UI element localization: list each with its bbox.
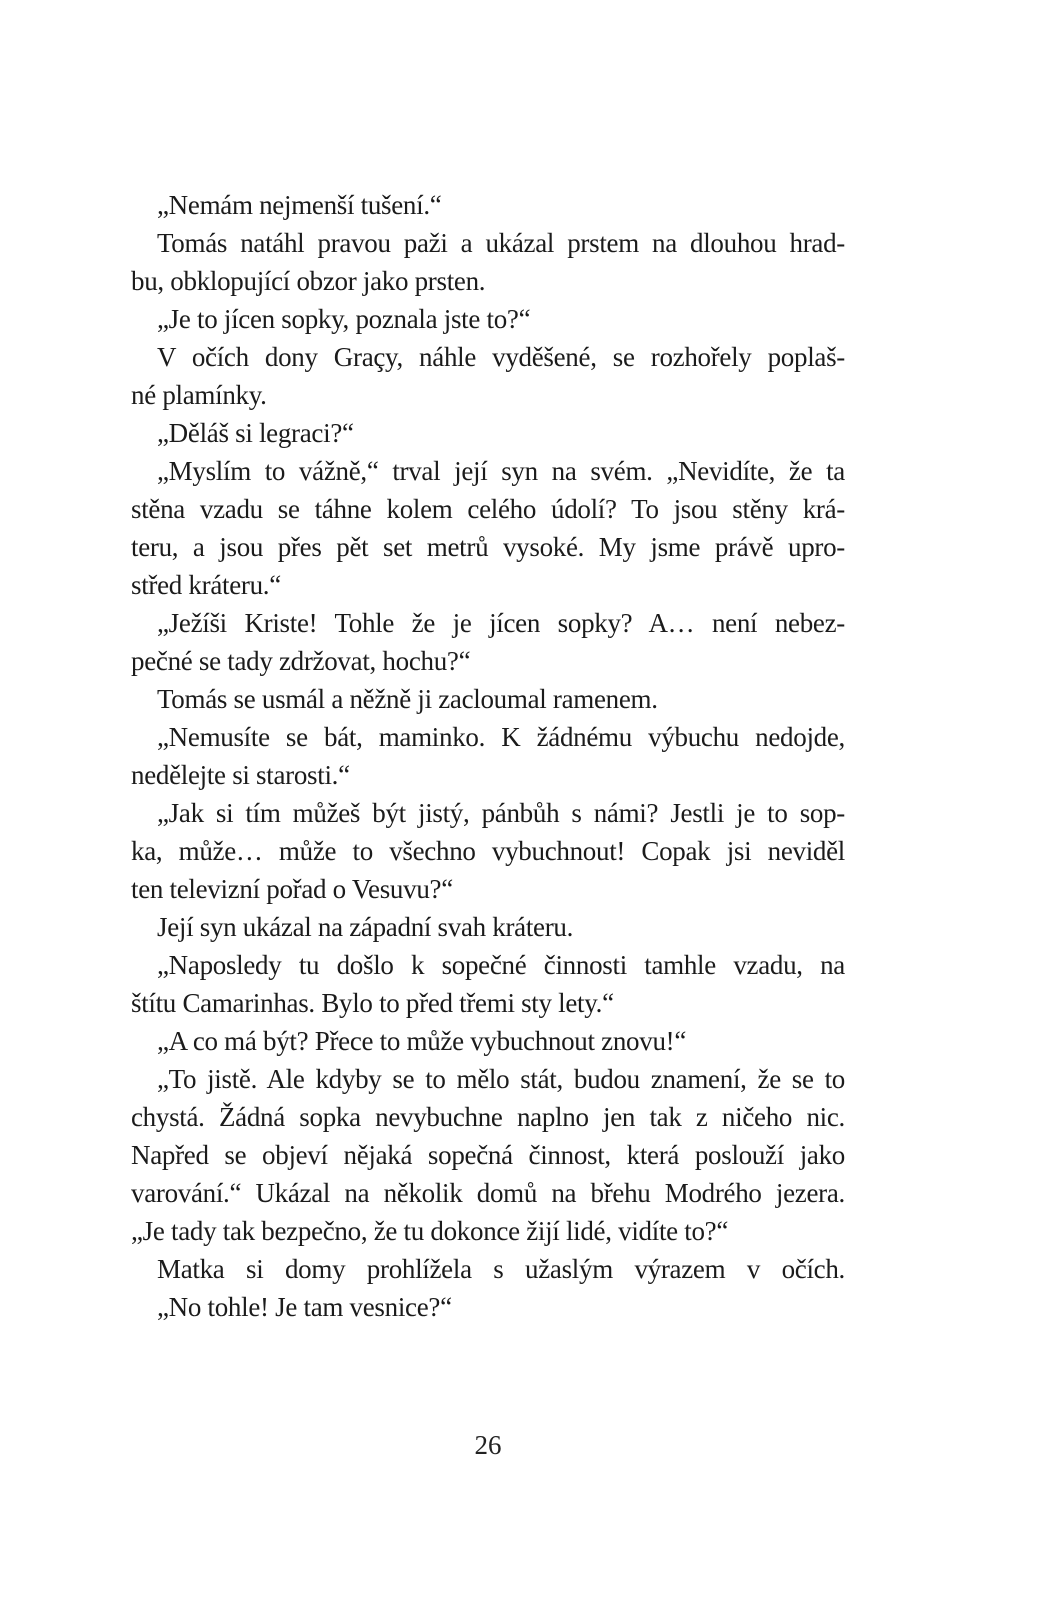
text-line-content: ten televizní pořad o Vesuvu?“ (131, 874, 453, 904)
text-line (131, 680, 845, 718)
text-line-content: „To jistě. Ale kdyby se to mělo stát, budou znamení, že se to (157, 1064, 845, 1094)
text-line (131, 1022, 845, 1060)
text-line-content: „Nemusíte se bát, maminko. K žádnému výbuchu nedojde, (157, 722, 845, 752)
text-line-content: „Je tady tak bezpečno, že tu dokonce žijí lidé, vidíte to?“ (131, 1216, 729, 1246)
text-line (131, 1060, 845, 1098)
text-line (131, 376, 845, 414)
text-line-content: stěna vzadu se táhne kolem celého údolí? To jsou stěny krá- (131, 494, 845, 524)
text-line (131, 794, 845, 832)
text-line (131, 224, 845, 262)
text-line (131, 1212, 845, 1250)
text-line-content: střed kráteru.“ (131, 570, 281, 600)
text-line-content: Její syn ukázal na západní svah kráteru. (157, 912, 574, 942)
text-line (131, 1174, 845, 1212)
text-line-content: nedělejte si starosti.“ (131, 760, 350, 790)
text-line-content: né plamínky. (131, 380, 267, 410)
text-line (131, 870, 845, 908)
text-line (131, 908, 845, 946)
text-line-content: „No tohle! Je tam vesnice?“ (157, 1292, 452, 1322)
text-line-content: ka, může… může to všechno vybuchnout! Copak jsi neviděl (131, 836, 845, 866)
text-line (131, 300, 845, 338)
text-line-content: Napřed se objeví nějaká sopečná činnost, která poslouží jako (131, 1140, 845, 1170)
text-line (131, 528, 845, 566)
text-line (131, 414, 845, 452)
page-number: 26 (474, 1430, 502, 1460)
text-line-content: „A co má být? Přece to může vybuchnout znovu!“ (157, 1026, 687, 1056)
text-line-content: „Myslím to vážně,“ trval její syn na svém. „Nevidíte, že ta (157, 456, 845, 486)
text-line-content: Matka si domy prohlížela s užaslým výrazem v očích. (157, 1254, 845, 1284)
text-line-content: „Jak si tím můžeš být jistý, pánbůh s námi? Jestli je to sop- (157, 798, 845, 828)
text-line-content: teru, a jsou přes pět set metrů vysoké. My jsme právě upro- (131, 532, 845, 562)
text-line-content: „Děláš si legraci?“ (157, 418, 354, 448)
text-line (131, 604, 845, 642)
text-line (131, 566, 845, 604)
text-line (131, 1288, 845, 1326)
text-line (131, 262, 845, 300)
text-line (131, 338, 845, 376)
text-line (131, 946, 845, 984)
text-line-content: „Nemám nejmenší tušení.“ (157, 190, 442, 220)
text-line (131, 1136, 845, 1174)
text-line-content: V očích dony Graçy, náhle vyděšené, se rozhořely poplaš- (157, 342, 845, 372)
text-line (131, 490, 845, 528)
text-line-content: Tomás se usmál a něžně ji zacloumal ramenem. (157, 684, 658, 714)
text-line-content: varování.“ Ukázal na několik domů na břehu Modrého jezera. (131, 1178, 845, 1208)
text-line (131, 1250, 845, 1288)
text-line-content: „Ježíši Kriste! Tohle že je jícen sopky? A… není nebez- (157, 608, 845, 638)
text-line-content: pečné se tady zdržovat, hochu?“ (131, 646, 471, 676)
text-line-content: „Je to jícen sopky, poznala jste to?“ (157, 304, 531, 334)
text-line-content: štítu Camarinhas. Bylo to před třemi sty lety.“ (131, 988, 614, 1018)
text-block (131, 186, 845, 1326)
text-line (131, 1098, 845, 1136)
text-line (131, 756, 845, 794)
text-line (131, 642, 845, 680)
text-line-content: chystá. Žádná sopka nevybuchne naplno jen tak z ničeho nic. (131, 1102, 845, 1132)
text-line (131, 452, 845, 490)
text-line-content: „Naposledy tu došlo k sopečné činnosti tamhle vzadu, na (157, 950, 845, 980)
text-line (131, 718, 845, 756)
text-line (131, 186, 845, 224)
text-line (131, 984, 845, 1022)
text-line-content: bu, obklopující obzor jako prsten. (131, 266, 486, 296)
text-line (131, 832, 845, 870)
text-line-content: Tomás natáhl pravou paži a ukázal prstem na dlouhou hrad- (157, 228, 845, 258)
